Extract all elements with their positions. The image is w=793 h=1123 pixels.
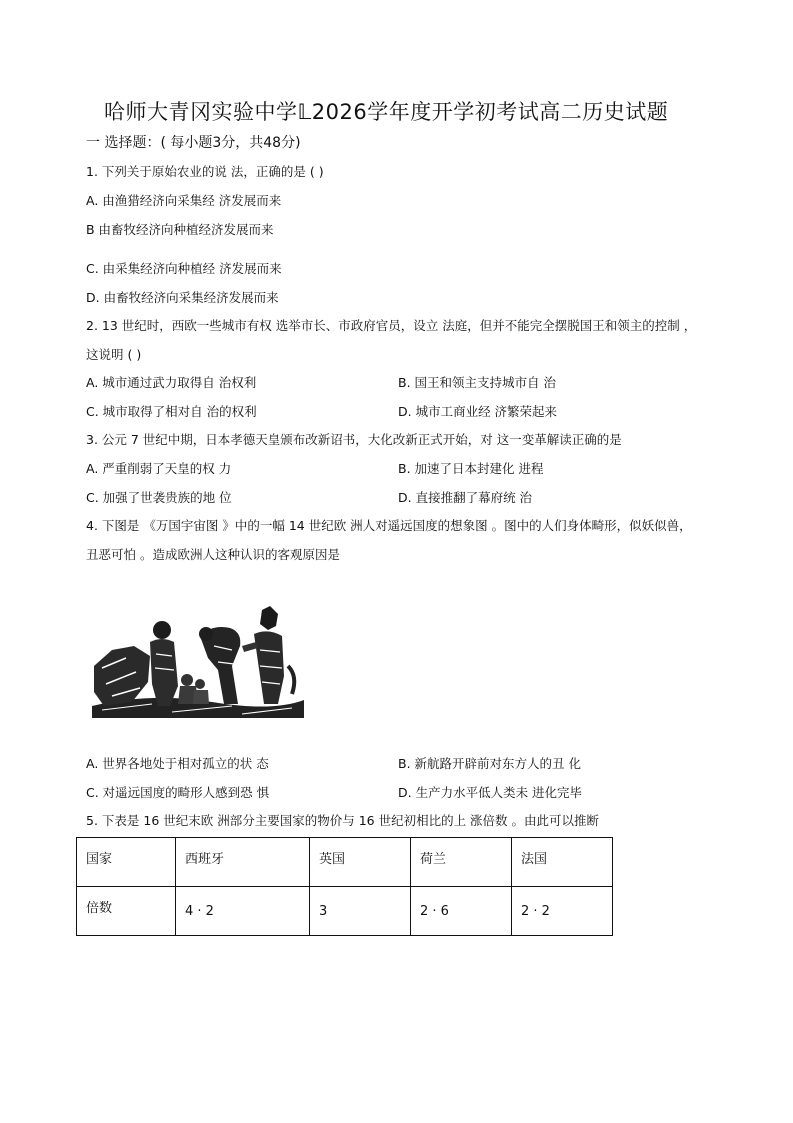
q1-option-c: C. 由采集经济向种植经 济发展而来 bbox=[86, 261, 282, 276]
q3-stem: 3. 公元 7 世纪中期，日本孝德天皇颁布改新诏书，大化改新正式开始，对 这一变革解读正确的是 bbox=[86, 432, 622, 447]
q2-stem-line2: 这说明 ( ) bbox=[86, 347, 142, 362]
q2-option-d: D. 城市工商业经 济繁荣起来 bbox=[398, 404, 558, 419]
q2-option-c: C. 城市取得了相对自 治的权利 bbox=[86, 404, 257, 419]
q4-stem-line1: 4. 下图是 《万国宇宙图 》中的一幅 14 世纪欧 洲人对遥远国度的想象图 。图中的人们身体畸形，似妖似兽， bbox=[86, 518, 692, 533]
q3-option-c: C. 加强了世袭贵族的地 位 bbox=[86, 490, 232, 505]
q3-option-d: D. 直接推翻了幕府统 治 bbox=[398, 490, 533, 505]
q2-stem-line1: 2. 13 世纪时，西欧一些城市有权 选举市长、市政府官员，设立 法庭，但并不能完全摆脱国王和领主的控制 ， bbox=[86, 318, 697, 333]
q3-option-a: A. 严重削弱了天皇的权 力 bbox=[86, 461, 232, 476]
table-cell: 英国 bbox=[310, 838, 411, 887]
q2-option-b: B. 国王和领主支持城市自 治 bbox=[398, 375, 556, 390]
q4-option-d: D. 生产力水平低人类未 进化完毕 bbox=[398, 785, 583, 800]
q1-option-a: A. 由渔猎经济向采集经 济发展而来 bbox=[86, 193, 282, 208]
section-heading: 一 选择题：( 每小题3分，共48分) bbox=[86, 135, 301, 151]
table-cell: 法国 bbox=[512, 838, 613, 887]
table-cell: 4 · 2 bbox=[176, 887, 310, 936]
table-cell: 国家 bbox=[77, 838, 176, 887]
q5-stem: 5. 下表是 16 世纪末欧 洲部分主要国家的物价与 16 世纪初相比的上 涨倍数 。由此可以推断 bbox=[86, 813, 600, 828]
q4-option-b: B. 新航路开辟前对东方人的丑 化 bbox=[398, 756, 581, 771]
table-cell: 3 bbox=[310, 887, 411, 936]
exam-title: 哈师大青冈实验中学𝕃2026学年度开学初考试高二历史试题 bbox=[104, 100, 669, 124]
monster-woodcut-illustration bbox=[92, 606, 304, 718]
table-cell: 倍数 bbox=[77, 887, 176, 936]
table-row bbox=[77, 838, 613, 887]
table-cell: 2 · 2 bbox=[512, 887, 613, 936]
price-increase-table bbox=[76, 837, 613, 936]
q3-option-b: B. 加速了日本封建化 进程 bbox=[398, 461, 544, 476]
q4-option-a: A. 世界各地处于相对孤立的状 态 bbox=[86, 756, 269, 771]
q1-stem: 1. 下列关于原始农业的说 法，正确的是 ( ) bbox=[86, 164, 324, 179]
table-cell: 2 · 6 bbox=[411, 887, 512, 936]
table-cell: 荷兰 bbox=[411, 838, 512, 887]
table-row bbox=[77, 887, 613, 936]
q2-option-a: A. 城市通过武力取得自 治权利 bbox=[86, 375, 257, 390]
q4-option-c: C. 对遥远国度的畸形人感到恐 惧 bbox=[86, 785, 270, 800]
q4-stem-line2: 丑恶可怕 。造成欧洲人这种认识的客观原因是 bbox=[86, 547, 340, 562]
q1-option-d: D. 由畜牧经济向采集经济发展而来 bbox=[86, 290, 279, 305]
table-cell: 西班牙 bbox=[176, 838, 310, 887]
q1-option-b: B 由畜牧经济向种植经济发展而来 bbox=[86, 222, 274, 237]
